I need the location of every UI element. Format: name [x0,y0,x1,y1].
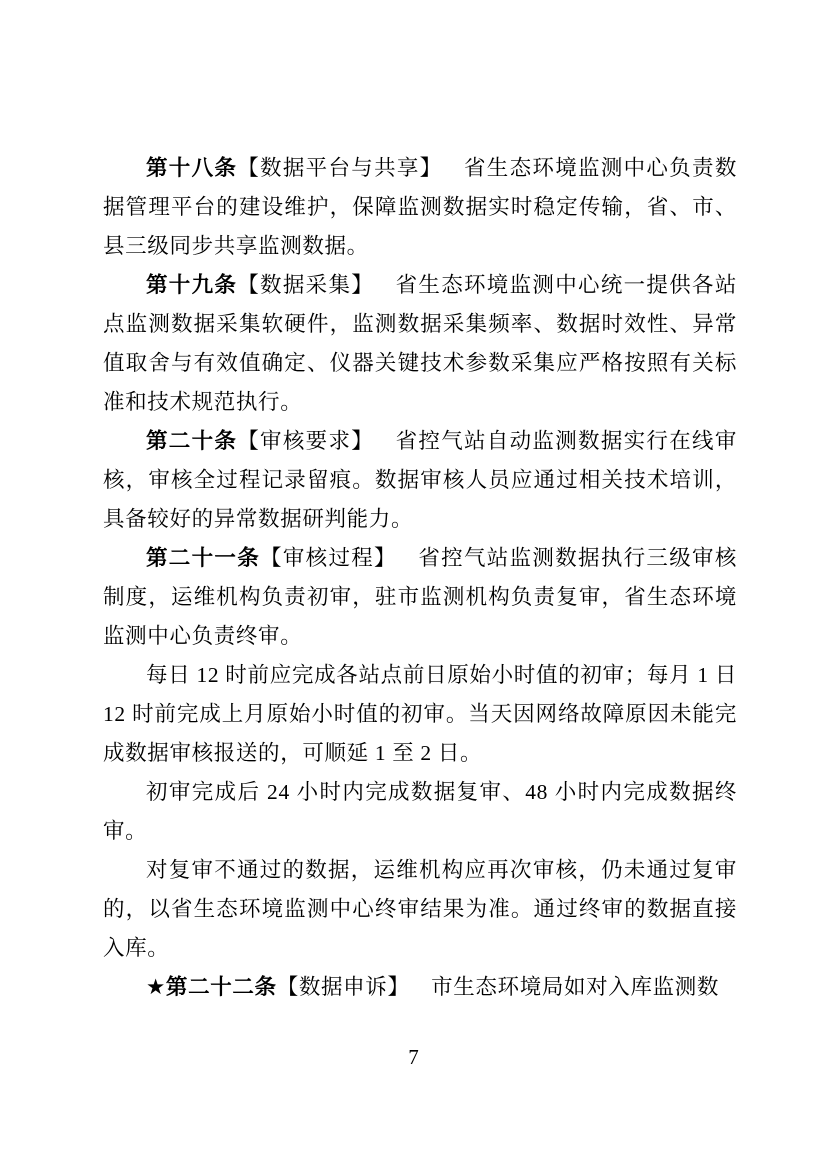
article-text: 省生态环境监测中心统一提供各站点监测数据采集软硬件，监测数据采集频率、数据时效性、异常值取舍与有效值确定、仪器关键技术参数采集应严格按照有关标准和技术规范执行。 [103,273,737,414]
article-text: 省生态环境监测中心负责数据管理平台的建设维护，保障监测数据实时稳定传输，省、市、县三级同步共享监测数据。 [103,156,737,258]
article-text: 省控气站监测数据执行三级审核制度，运维机构负责初审，驻市监测机构负责复审，省生态环境监测中心负责终审。 [103,546,737,648]
page-number: 7 [408,1045,419,1069]
article-number: 第二十条 [146,429,238,453]
article-number-starred: ★第二十二条 [146,975,277,999]
article-text: 省控气站自动监测数据实行在线审核，审核全过程记录留痕。数据审核人员应通过相关技术培训，具备较好的异常数据研判能力。 [103,429,737,531]
article-title: 【审核要求】 [237,429,375,453]
article-text: 市生态环境局如对入库监测数 [431,975,720,999]
article-title: 【数据平台与共享】 [237,156,443,180]
paragraph-text: 每日 12 时前应完成各站点前日原始小时值的初审；每月 1 日 12 时前完成上月原始小时值的初审。当天因网络故障原因未能完成数据审核报送的，可顺延 1 至 2 日。 [103,663,737,765]
paragraph-article-21 [103,539,737,656]
paragraph-article-20 [103,422,737,539]
article-number: 第十八条 [146,156,238,180]
article-title: 【数据采集】 [237,273,375,297]
paragraph-text: 初审完成后 24 小时内完成数据复审、48 小时内完成数据终审。 [103,780,737,843]
paragraph-article-19 [103,266,737,422]
article-number: 第二十一条 [146,546,261,570]
paragraph-article-22 [103,968,737,1007]
paragraph-plain [103,773,737,851]
article-title: 【数据申诉】 [276,975,410,999]
paragraph-plain [103,851,737,968]
document-body [103,149,737,1007]
paragraph-article-18 [103,149,737,266]
paragraph-text: 对复审不通过的数据，运维机构应再次审核，仍未通过复审的，以省生态环境监测中心终审结果为准。通过终审的数据直接入库。 [103,858,737,960]
article-number: 第十九条 [146,273,238,297]
paragraph-plain [103,656,737,773]
article-title: 【审核过程】 [260,546,397,570]
